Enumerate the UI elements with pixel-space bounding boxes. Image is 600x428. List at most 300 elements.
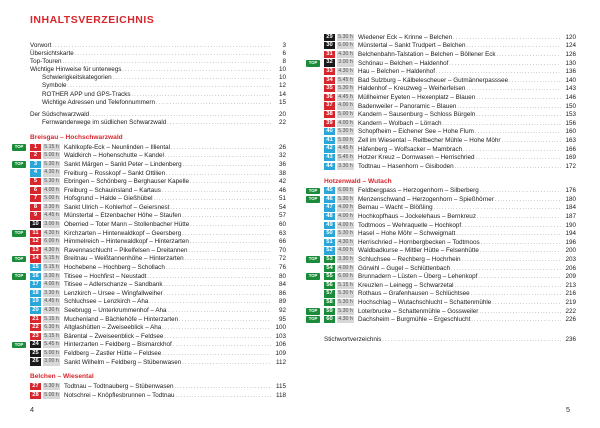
tour-entry[interactable]	[324, 281, 576, 290]
tour-page: 187	[565, 213, 576, 221]
tour-duration: 5.30 h	[338, 85, 353, 92]
tour-duration: 5.15 h	[44, 263, 59, 270]
index-entry[interactable]	[324, 336, 576, 344]
tour-entry[interactable]	[308, 255, 576, 264]
tour-number: 15	[30, 264, 41, 271]
tour-duration: 4.30 h	[44, 229, 59, 236]
tour-page: 126	[565, 50, 576, 58]
tour-entry[interactable]	[324, 93, 576, 102]
tour-entry[interactable]	[30, 186, 286, 195]
leader-dots	[478, 273, 561, 280]
leader-dots	[179, 316, 271, 323]
tour-page: 153	[565, 111, 576, 119]
toc-entry[interactable]	[30, 82, 286, 90]
toc-entry[interactable]	[30, 58, 286, 66]
tour-entry[interactable]	[324, 102, 576, 111]
tour-entry[interactable]	[324, 290, 576, 299]
tour-page: 60	[278, 221, 286, 229]
toc-entry-label: Vorwort	[30, 42, 52, 49]
tour-page: 140	[565, 76, 576, 84]
top-tour-badge: TOP	[306, 316, 320, 323]
toc-entry-page: 6	[282, 50, 286, 58]
tour-entry[interactable]	[30, 237, 286, 246]
tour-duration: 4.30 h	[44, 306, 59, 313]
tour-number: 34	[324, 77, 335, 84]
tour-entry[interactable]	[30, 306, 286, 315]
leader-dots	[163, 281, 271, 288]
leader-dots	[164, 333, 271, 340]
toc-entry-label: Top-Touren	[30, 58, 62, 66]
tour-duration: 3.30 h	[338, 162, 353, 169]
tour-entry[interactable]	[324, 221, 576, 230]
leader-dots	[176, 392, 271, 399]
tour-number: 31	[324, 51, 335, 58]
top-tour-badge: TOP	[306, 308, 320, 315]
tour-page: 118	[275, 391, 286, 399]
tour-name: Dachsheim – Burgmühle – Ergeschlucht	[358, 316, 471, 324]
tour-duration: 5.00 h	[338, 111, 353, 118]
tour-number: 10	[30, 221, 41, 228]
tour-page: 80	[278, 272, 286, 280]
tour-entry[interactable]	[324, 85, 576, 94]
leader-dots	[476, 94, 561, 101]
toc-entry[interactable]	[30, 50, 286, 58]
tour-page: 115	[275, 383, 286, 391]
tour-page: 70	[278, 246, 286, 254]
tour-number: 25	[30, 350, 41, 357]
leader-dots	[436, 68, 561, 75]
top-tour-badge: TOP	[306, 188, 320, 195]
tour-duration: 6.00 h	[338, 187, 353, 194]
tour-duration: 3.30 h	[44, 289, 59, 296]
toc-entry[interactable]	[30, 42, 286, 50]
tour-number: 52	[324, 247, 335, 254]
tour-number: 54	[324, 265, 335, 272]
tour-name: Altglashütten – Zweiseeblick – Aha	[64, 324, 162, 332]
tour-entry[interactable]	[30, 332, 286, 341]
tour-page: 216	[565, 290, 576, 298]
tour-name: Schopfheim – Eichener See – Hohe Flum	[358, 128, 474, 136]
leader-dots	[182, 359, 271, 366]
tour-name: Rothaus – Grafenhausen – Schlüchtsee	[358, 290, 470, 298]
tour-page: 143	[565, 85, 576, 93]
tour-duration: 4.45 h	[338, 93, 353, 100]
tour-entry[interactable]	[14, 272, 286, 281]
tour-name: Hochebene – Hochberg – Schollach	[64, 264, 165, 272]
leader-dots	[471, 290, 561, 297]
leader-dots	[182, 230, 271, 237]
leader-dots	[167, 119, 271, 127]
leader-dots	[162, 350, 271, 357]
tour-page: 76	[278, 264, 286, 272]
tour-name: Bernau – Wacht – Blößling	[358, 204, 433, 212]
top-tour-badge: TOP	[306, 196, 320, 203]
tour-entry[interactable]	[30, 263, 286, 272]
tour-entry[interactable]	[14, 143, 286, 152]
tour-name: Münstertal – Etzenbacher Höhe – Staufen	[64, 212, 182, 220]
tour-duration: 5.00 h	[338, 136, 353, 143]
tour-duration: 5.15 h	[338, 281, 353, 288]
tour-entry[interactable]	[30, 298, 286, 307]
top-tour-badge: TOP	[12, 342, 26, 349]
tour-name: Muchenland – Bächlehöfe – Hinterzarten	[64, 315, 179, 323]
tour-duration: 5.30 h	[44, 383, 59, 390]
tour-page: 190	[565, 221, 576, 229]
tour-number: 32	[324, 59, 335, 66]
tour-page: 54	[278, 203, 286, 211]
tour-number: 17	[30, 281, 41, 288]
toc-entry-label: Wichtige Hinweise für unterwegs	[30, 66, 122, 74]
tour-entry[interactable]	[324, 264, 576, 273]
leader-dots	[190, 178, 271, 185]
tour-entry[interactable]	[14, 229, 286, 238]
leader-dots	[509, 77, 561, 84]
tour-entry[interactable]	[14, 341, 286, 350]
tour-entry[interactable]	[30, 212, 286, 221]
tour-name: Ebringen – Schönberg – Berghauser Kapelle	[64, 178, 189, 186]
tour-entry[interactable]	[308, 307, 576, 316]
tour-number: 56	[324, 282, 335, 289]
tour-duration: 5.45 h	[338, 76, 353, 83]
leader-dots	[171, 144, 271, 151]
tour-entry[interactable]	[324, 33, 576, 42]
tour-duration: 3.30 h	[44, 203, 59, 210]
leader-dots	[476, 111, 561, 118]
tour-name: Hochkopfhaus – Jockelehaus – Bernkreuz	[358, 213, 476, 221]
tour-name: Notschrei – Knöpflesbrunnen – Todtnau	[64, 391, 175, 399]
tour-entry[interactable]	[30, 391, 286, 400]
tour-duration: 5.30 h	[338, 195, 353, 202]
tour-entry[interactable]	[30, 289, 286, 298]
tour-entry[interactable]	[324, 247, 576, 256]
section-heading-breisgau: Breisgau – Hochschwarzwald	[30, 133, 123, 141]
tour-entry[interactable]	[324, 204, 576, 213]
tour-page: 136	[565, 68, 576, 76]
tour-entry[interactable]	[30, 177, 286, 186]
tour-name: Belchenbahn-Talstation – Belchen – Böllener Eck	[358, 50, 496, 58]
leader-dots	[166, 264, 271, 271]
tour-duration: 6.00 h	[44, 238, 59, 245]
tour-duration: 4.30 h	[338, 68, 353, 75]
tour-entry[interactable]	[324, 153, 576, 162]
tour-name: Todtnau – Hasenhorn – Gisiboden	[358, 162, 454, 170]
tour-name: Waldkirch – Hohenschutte – Kandel	[64, 152, 164, 160]
tour-entry[interactable]	[324, 238, 576, 247]
tour-number: 41	[324, 137, 335, 144]
tour-number: 16	[30, 273, 41, 280]
toc-entry[interactable]	[30, 74, 286, 82]
leader-dots	[462, 222, 561, 229]
tour-number: 14	[30, 255, 41, 262]
tour-entry[interactable]	[30, 315, 286, 324]
tour-name: Loterbrucke – Schattenmühle – Gossweiler	[358, 307, 479, 315]
leader-dots	[113, 74, 271, 82]
leader-dots	[168, 307, 271, 314]
toc-entry-page: 8	[282, 58, 286, 66]
leader-dots	[449, 60, 561, 67]
tour-entry[interactable]	[30, 280, 286, 289]
tour-page: 160	[565, 128, 576, 136]
tour-duration: 4.30 h	[338, 50, 353, 57]
leader-dots	[166, 170, 271, 177]
toc-entry-label: Wichtige Adressen und Telefonnummern	[42, 98, 155, 106]
leader-dots	[434, 204, 561, 211]
tour-duration: 5.30 h	[338, 230, 353, 237]
tour-name: Görwihl – Gugel – Schlüttenbach	[358, 264, 451, 272]
tour-entry[interactable]	[308, 195, 576, 204]
tour-number: 3	[30, 161, 41, 168]
tour-name: Kirchzarten – Hinterwaldkopf – Geersberg	[64, 229, 182, 237]
tour-page: 120	[565, 33, 576, 41]
tour-page: 32	[278, 152, 286, 160]
tour-entry[interactable]	[14, 255, 286, 264]
tour-name: Sankt Wilhelm – Feldberg – Stübenwasen	[64, 358, 182, 366]
tour-duration: 4.00 h	[338, 102, 353, 109]
tour-number: 22	[30, 324, 41, 331]
tour-entry[interactable]	[324, 50, 576, 59]
tour-duration: 5.30 h	[338, 307, 353, 314]
tour-duration: 4.00 h	[44, 281, 59, 288]
tour-entry[interactable]	[30, 382, 286, 391]
tour-duration: 4.45 h	[338, 145, 353, 152]
toc-entry[interactable]	[30, 91, 286, 99]
tour-duration: 4.45 h	[44, 212, 59, 219]
leader-dots	[462, 256, 561, 263]
tour-page: 106	[275, 341, 286, 349]
tour-entry[interactable]	[30, 152, 286, 161]
top-tour-badge: TOP	[12, 256, 26, 263]
leader-dots	[132, 91, 271, 99]
toc-entry-label: Übersichtskarte	[30, 50, 74, 58]
leader-dots	[164, 290, 271, 297]
tour-number: 11	[30, 230, 41, 237]
top-tour-badge: TOP	[306, 60, 320, 67]
leader-dots	[495, 196, 561, 203]
tour-name: Feldbergpass – Herzogenhorn – Silberberg	[358, 187, 479, 195]
tour-entry[interactable]	[30, 220, 286, 229]
leader-dots	[501, 137, 561, 144]
tour-name: Hochschlag – Wutachschlucht – Schattenmühle	[358, 299, 492, 307]
tour-name: Todtmoos – Wehraquelle – Hochkopf	[358, 221, 462, 229]
leader-dots	[75, 50, 271, 58]
tour-duration: 6.30 h	[44, 324, 59, 331]
tour-duration: 4.30 h	[44, 169, 59, 176]
tour-page: 103	[275, 332, 286, 340]
page-number-left: 4	[30, 405, 34, 414]
tour-entry[interactable]	[30, 349, 286, 358]
tour-name: Lenzkirch – Ursee – Wingfallweiher	[64, 289, 163, 297]
tour-name: Titisee – Hochfirst – Neustadt	[64, 272, 147, 280]
tour-page: 100	[275, 324, 286, 332]
tour-entry[interactable]	[324, 145, 576, 154]
tour-number: 53	[324, 256, 335, 263]
tour-name: Brunnadern – Lüsten – Überg – Lehenkopf	[358, 273, 478, 281]
tour-name: Münstertal – Sankt Trudpert – Belchen	[358, 42, 466, 50]
tour-name: Bärental – Zweiseenblick – Feldsee	[64, 332, 164, 340]
section-heading-belchen: Belchen – Wiesental	[30, 373, 94, 381]
tour-name: Freiburg – Rosskopf – Sankt Ottilien	[64, 169, 166, 177]
tour-entry[interactable]	[324, 136, 576, 145]
tour-number: 39	[324, 120, 335, 127]
tour-name: Hofsgrund – Halde – Gießhübel	[64, 195, 153, 203]
leader-dots	[455, 163, 561, 170]
toc-entry-label: Symbole	[42, 82, 67, 90]
tour-number: 47	[324, 204, 335, 211]
leader-dots	[165, 152, 271, 159]
tour-entry[interactable]	[308, 315, 576, 324]
tour-entry[interactable]	[30, 246, 286, 255]
tour-number: 48	[324, 213, 335, 220]
tour-duration: 5.45 h	[338, 154, 353, 161]
leader-dots	[173, 341, 271, 348]
tour-name: Kandern – Sausenburg – Schloss Bürgeln	[358, 111, 476, 119]
leader-dots	[492, 299, 561, 306]
tour-number: 35	[324, 85, 335, 92]
tour-entry[interactable]	[30, 358, 286, 367]
tour-name: Sankt Ulrich – Kohlerhof – Geiersnest	[64, 203, 170, 211]
tour-duration: 5.30 h	[338, 290, 353, 297]
tour-page: 66	[278, 238, 286, 246]
tour-entry[interactable]	[324, 119, 576, 128]
tour-page: 203	[565, 256, 576, 264]
tour-page: 226	[565, 316, 576, 324]
tour-duration: 5.15 h	[44, 315, 59, 322]
tour-page: 209	[565, 273, 576, 281]
tour-number: 42	[324, 145, 335, 152]
tour-number: 33	[324, 68, 335, 75]
tour-duration: 5.15 h	[44, 143, 59, 150]
leader-dots	[122, 66, 271, 74]
tour-entry[interactable]	[30, 169, 286, 178]
tour-number: 50	[324, 230, 335, 237]
tour-entry[interactable]	[324, 76, 576, 85]
tour-entry[interactable]	[30, 203, 286, 212]
toc-entry[interactable]	[30, 66, 286, 74]
tour-entry[interactable]	[14, 160, 286, 169]
tour-name: Herrischried – Hornbergbecken – Todtmoos	[358, 238, 480, 246]
intro-list	[30, 42, 286, 127]
leader-dots	[162, 324, 271, 331]
toc-entry[interactable]	[30, 99, 286, 107]
tour-entry[interactable]	[308, 187, 576, 196]
tour-page: 112	[275, 358, 286, 366]
tour-duration: 5.30 h	[44, 178, 59, 185]
tour-number: 9	[30, 212, 41, 219]
leader-dots	[443, 120, 561, 127]
toc-entry-page: 22	[278, 118, 286, 126]
toc-entry[interactable]	[30, 111, 286, 119]
leader-dots	[156, 99, 271, 107]
tour-page: 109	[275, 349, 286, 357]
top-tour-badge: TOP	[306, 273, 320, 280]
tour-list-left-2	[30, 382, 286, 399]
leader-dots	[456, 230, 561, 237]
tour-name: Hotzer Kreuz – Dornwasen – Herrischried	[358, 154, 475, 162]
toc-entry-label: Fernwanderwege im südlichen Schwarzwald	[42, 118, 167, 126]
top-tour-badge: TOP	[12, 230, 26, 237]
leader-dots	[480, 187, 561, 194]
tour-duration: 4.30 h	[44, 246, 59, 253]
tour-number: 58	[324, 299, 335, 306]
tour-page: 57	[278, 212, 286, 220]
tour-entry[interactable]	[30, 195, 286, 204]
tour-duration: 4.00 h	[338, 247, 353, 254]
leader-dots	[382, 336, 561, 344]
tour-duration: 4.00 h	[338, 264, 353, 271]
tour-duration: 5.30 h	[338, 298, 353, 305]
tour-entry[interactable]	[324, 110, 576, 119]
tour-entry[interactable]	[324, 229, 576, 238]
tour-page: 194	[565, 230, 576, 238]
tour-duration: 5.00 h	[44, 349, 59, 356]
leader-dots	[457, 103, 561, 110]
toc-entry-label: Schwierigkeitskategorien	[42, 74, 112, 82]
tour-duration: 3.00 h	[338, 59, 353, 66]
leader-dots	[90, 111, 271, 119]
leader-dots	[154, 195, 271, 202]
leader-dots	[149, 298, 271, 305]
tour-entry[interactable]	[324, 67, 576, 76]
tour-page: 95	[278, 315, 286, 323]
tour-entry[interactable]	[30, 323, 286, 332]
tour-number: 26	[30, 358, 41, 365]
tour-page: 124	[565, 42, 576, 50]
tour-entry[interactable]	[308, 272, 576, 281]
tour-page: 92	[278, 307, 286, 315]
tour-name: Seebrugg – Unterkrummenhof – Aha	[64, 307, 167, 315]
tour-duration: 5.30 h	[44, 160, 59, 167]
tour-number: 4	[30, 169, 41, 176]
leader-dots	[475, 128, 561, 135]
leader-dots	[189, 247, 271, 254]
leader-dots	[471, 316, 561, 323]
tour-duration: 5.00 h	[44, 152, 59, 159]
tour-page: 206	[565, 264, 576, 272]
index-label: Stichwortverzeichnis	[324, 336, 382, 343]
tour-page: 200	[565, 247, 576, 255]
tour-duration: 4.00 h	[338, 221, 353, 228]
leader-dots	[497, 51, 561, 58]
leader-dots	[455, 282, 561, 289]
tour-entry[interactable]	[308, 59, 576, 68]
tour-page: 180	[565, 195, 576, 203]
tour-number: 59	[324, 308, 335, 315]
toc-entry-label: ROTHER APP und GPS-Tracks	[42, 90, 131, 98]
tour-entry[interactable]	[324, 212, 576, 221]
tour-entry[interactable]	[324, 128, 576, 137]
tour-duration: 6.00 h	[338, 273, 353, 280]
tour-entry[interactable]	[324, 162, 576, 171]
tour-page: 51	[278, 195, 286, 203]
tour-list-right	[308, 33, 576, 171]
tour-duration: 4.00 h	[338, 204, 353, 211]
tour-entry[interactable]	[324, 298, 576, 307]
tour-number: 40	[324, 128, 335, 135]
leader-dots	[68, 82, 272, 90]
tour-name: Schluchsee – Lenzkirch – Aha	[64, 298, 149, 306]
tour-entry[interactable]	[324, 42, 576, 51]
toc-entry[interactable]	[30, 119, 286, 127]
page-number-right: 5	[566, 405, 570, 414]
tour-name: Freiburg – Schauinsland – Kartaus	[64, 186, 161, 194]
tour-page: 222	[565, 307, 576, 315]
leader-dots	[466, 42, 561, 49]
tour-page: 42	[278, 178, 286, 186]
tour-name: Ravennaschlucht – Pikelfelsen – Dreitannen	[64, 246, 188, 254]
tour-page: 176	[565, 187, 576, 195]
toc-entry-page: 10	[278, 74, 286, 82]
tour-page: 63	[278, 229, 286, 237]
